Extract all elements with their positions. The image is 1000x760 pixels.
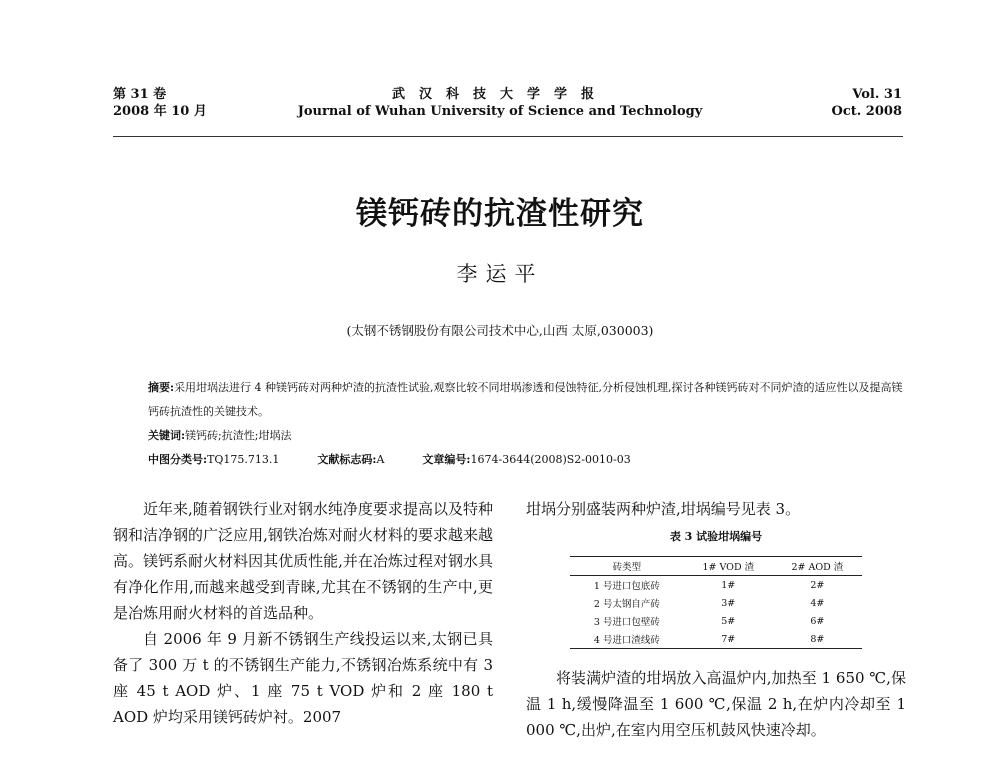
abstract-text: 采用坩埚法进行 4 种镁钙砖对两种炉渣的抗渣性试验,观察比较不同坩埚渗透和侵蚀特征,分析侵蚀机理,探讨各种镁钙砖对不同炉渣的适应性以及提高镁钙砖抗渣性的关键技术。: [148, 381, 903, 418]
abstract-block: [148, 376, 908, 472]
table-row: [570, 630, 862, 649]
doc-code-label: 文献标志码:: [317, 453, 377, 466]
table-cell: 5#: [721, 615, 736, 627]
table-cell: 2#: [810, 579, 825, 591]
table-3: [570, 556, 862, 649]
table-header-row: [570, 557, 862, 576]
table-header-cell: 2# AOD 渣: [791, 562, 844, 573]
doc-code-value: A: [376, 453, 385, 466]
table-cell: 6#: [810, 615, 825, 627]
article-no-label: 文章编号:: [422, 453, 471, 466]
journal-title-cn: 武汉科技大学学报: [391, 87, 608, 102]
table-cell: 1 号进口包底砖: [593, 581, 660, 592]
clc-value: TQ175.713.1: [207, 453, 280, 466]
table-cell: 8#: [810, 633, 825, 645]
table-cell: 1#: [721, 579, 736, 591]
article-no-value: 1674-3644(2008)S2-0010-03: [470, 453, 631, 466]
table-header-cell: 砖类型: [612, 562, 642, 573]
keywords-label: 关键词:: [148, 429, 186, 442]
keywords: [148, 424, 908, 448]
header-rule: [113, 136, 903, 137]
table-cell: 3 号进口包壁砖: [593, 617, 660, 628]
table-cell: 4#: [810, 597, 825, 609]
journal-title-en: Journal of Wuhan University of Science and Technology: [297, 104, 703, 119]
body-right-paragraph-1: 坩埚分别盛装两种炉渣,坩埚编号见表 3。: [526, 500, 801, 518]
table-cell: 3#: [721, 597, 736, 609]
date-en: Oct. 2008: [831, 104, 902, 119]
body-right-paragraph-2: 将装满炉渣的坩埚放入高温炉内,加热至 1 650 ℃,保温 1 h,缓慢降温至 1 600 ℃,保温 2 h,在炉内冷却至 1 000 ℃,出炉,在室内用空压机鼓风快速冷却。: [526, 669, 906, 739]
article-author: 李运平: [456, 262, 544, 286]
table-cell: 7#: [721, 633, 736, 645]
classification-line: [148, 448, 908, 472]
body-paragraph: 近年来,随着钢铁行业对钢水纯净度要求提高以及特种钢和洁净钢的广泛应用,钢铁冶炼对耐火材料的要求越来越高。镁钙系耐火材料因其优质性能,并在冶炼过程对钢水具有净化作用,而越来越受到青睐,尤其在不锈钢的生产中,更是冶炼用耐火材料的首选品种。: [113, 500, 493, 622]
table-cell: 2 号太钢自产砖: [593, 599, 660, 610]
header-right: [832, 86, 902, 120]
body-left-column: [113, 496, 493, 730]
table-row: [570, 594, 862, 612]
table-caption: 表 3 试验坩埚编号: [669, 530, 763, 543]
abstract-label: 摘要:: [148, 381, 175, 394]
table-row: [570, 612, 862, 630]
table-header-cell: 1# VOD 渣: [702, 562, 755, 573]
keywords-text: 镁钙砖;抗渣性;坩埚法: [185, 429, 292, 442]
author-affiliation: (太钢不锈钢股份有限公司技术中心,山西 太原,030003): [346, 323, 654, 338]
date-cn: 2008 年 10 月: [113, 104, 207, 119]
volume-en: Vol. 31: [852, 87, 902, 102]
table-row: [570, 576, 862, 595]
table-cell: 4 号进口渣线砖: [593, 635, 660, 646]
abstract: [148, 376, 908, 424]
article-title: 镁钙砖的抗渣性研究: [356, 196, 644, 232]
body-paragraph: 自 2006 年 9 月新不锈钢生产线投运以来,太钢已具备了 300 万 t 的不锈钢生产能力,不锈钢冶炼系统中有 3 座 45 t AOD 炉、1 座 75 t VOD 炉和 2 座 180 t AOD 炉均采用镁钙砖炉衬。2007: [113, 630, 493, 726]
clc-label: 中图分类号:: [148, 453, 208, 466]
volume-cn: 第 31 卷: [113, 87, 167, 102]
